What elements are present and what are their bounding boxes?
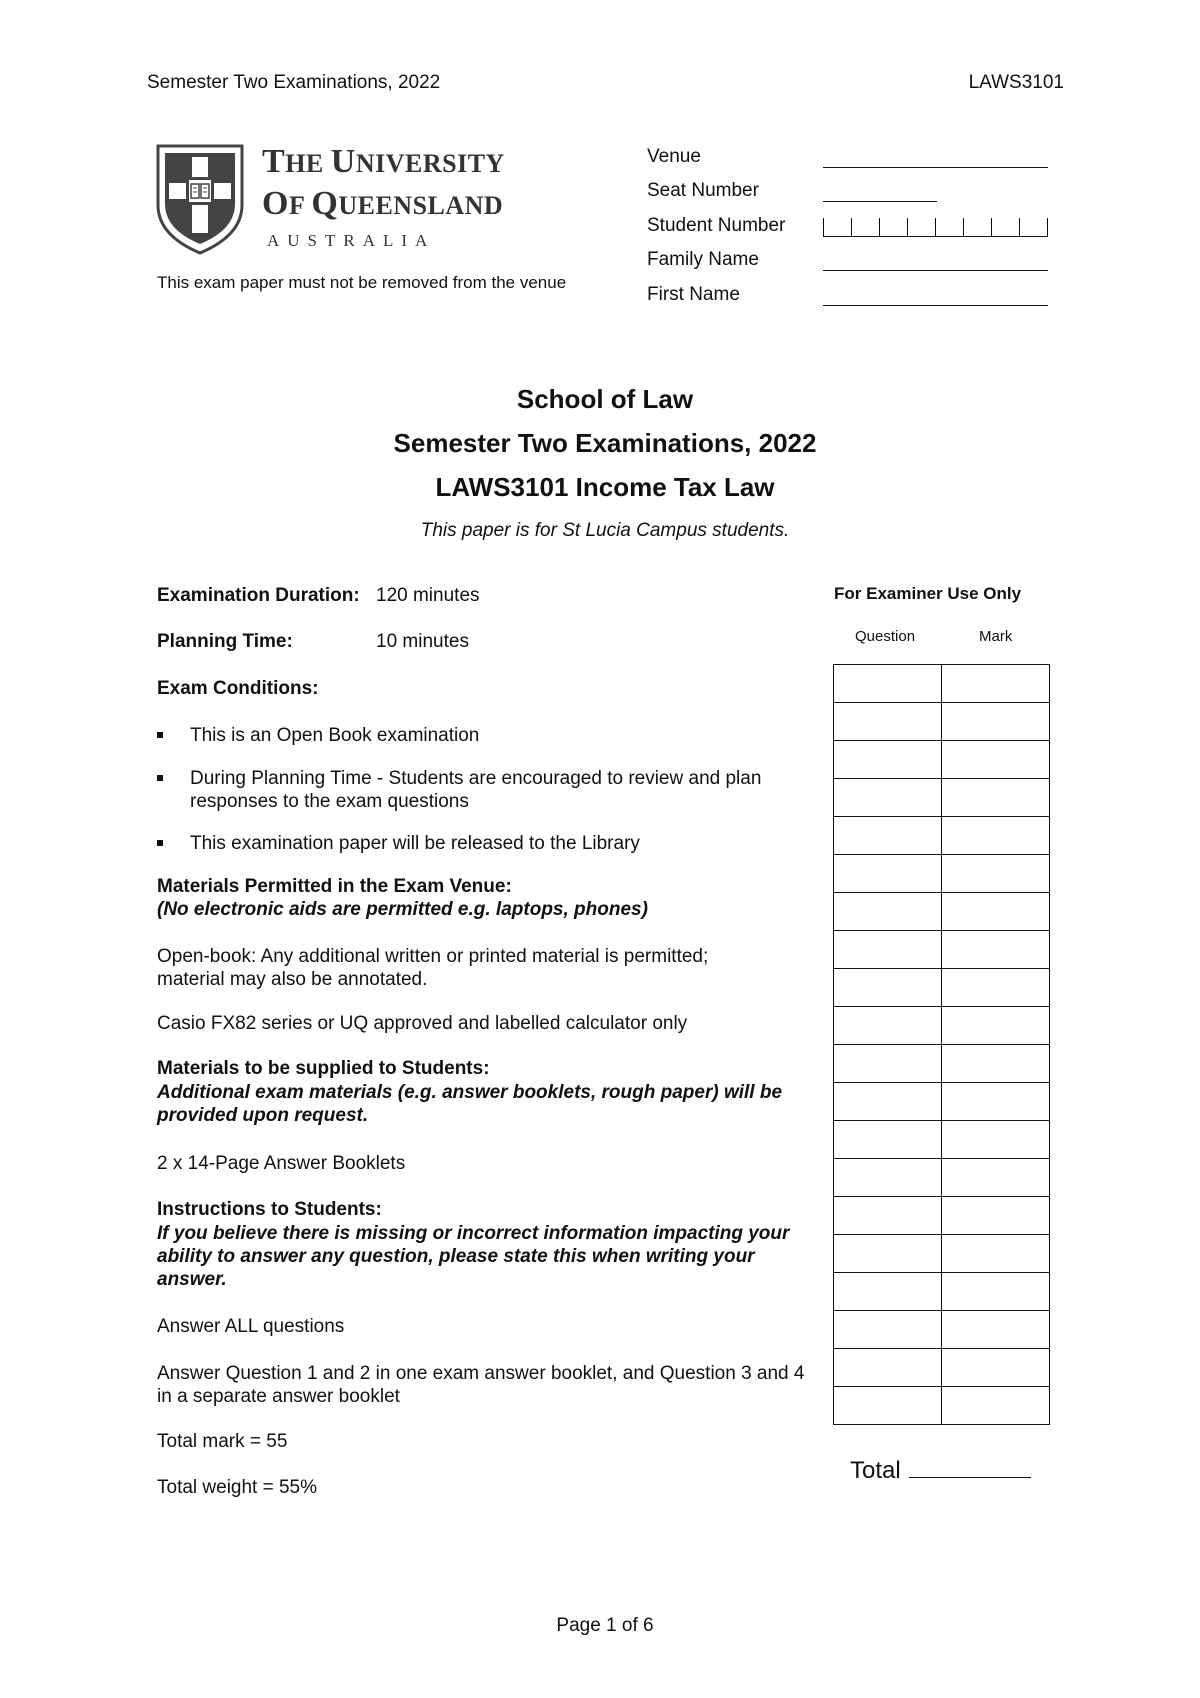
family-name-field[interactable] bbox=[823, 270, 1048, 271]
table-row bbox=[834, 855, 1050, 893]
campus-note: This paper is for St Lucia Campus students. bbox=[420, 520, 790, 541]
table-row bbox=[834, 1311, 1050, 1349]
question-cell[interactable] bbox=[834, 1387, 942, 1425]
first-name-label: First Name bbox=[647, 284, 740, 305]
question-cell[interactable] bbox=[834, 665, 942, 703]
question-cell[interactable] bbox=[834, 1007, 942, 1045]
page-number: Page 1 of 6 bbox=[556, 1615, 654, 1636]
table-row bbox=[834, 1083, 1050, 1121]
total-label: Total bbox=[850, 1457, 901, 1484]
question-cell[interactable] bbox=[834, 1235, 942, 1273]
table-row bbox=[834, 1121, 1050, 1159]
table-row bbox=[834, 1349, 1050, 1387]
mark-cell[interactable] bbox=[942, 969, 1050, 1007]
mark-cell[interactable] bbox=[942, 1387, 1050, 1425]
table-row bbox=[834, 1007, 1050, 1045]
table-row bbox=[834, 931, 1050, 969]
family-name-label: Family Name bbox=[647, 249, 759, 270]
table-row bbox=[834, 1273, 1050, 1311]
school-title: School of Law bbox=[516, 384, 694, 414]
uq-crest-icon bbox=[155, 143, 245, 255]
table-row bbox=[834, 779, 1050, 817]
bullet-icon bbox=[157, 732, 163, 738]
question-cell[interactable] bbox=[834, 969, 942, 1007]
answer-booklets-text: Answer Question 1 and 2 in one exam answer booklet, and Question 3 and 4 in a separate answer booklet bbox=[157, 1363, 805, 1407]
question-cell[interactable] bbox=[834, 1083, 942, 1121]
mark-cell[interactable] bbox=[942, 931, 1050, 969]
examiner-marks-table bbox=[833, 664, 1050, 1425]
running-header-left: Semester Two Examinations, 2022 bbox=[147, 72, 441, 93]
mark-column-header: Mark bbox=[979, 628, 1013, 645]
course-title: LAWS3101 Income Tax Law bbox=[435, 472, 775, 502]
table-row bbox=[834, 703, 1050, 741]
question-cell[interactable] bbox=[834, 741, 942, 779]
mark-cell[interactable] bbox=[942, 855, 1050, 893]
materials-supplied-note: Additional exam materials (e.g. answer booklets, rough paper) will be provided upon request. bbox=[157, 1082, 783, 1126]
seat-number-label: Seat Number bbox=[647, 180, 759, 201]
question-cell[interactable] bbox=[834, 1311, 942, 1349]
duration-label: Examination Duration: bbox=[157, 585, 360, 606]
table-row bbox=[834, 1045, 1050, 1083]
mark-cell[interactable] bbox=[942, 1159, 1050, 1197]
bullet-icon bbox=[157, 775, 163, 781]
materials-supplied-heading: Materials to be supplied to Students: bbox=[157, 1058, 490, 1079]
question-cell[interactable] bbox=[834, 1349, 942, 1387]
mark-cell[interactable] bbox=[942, 1197, 1050, 1235]
mark-cell[interactable] bbox=[942, 1311, 1050, 1349]
examiner-use-title: For Examiner Use Only bbox=[834, 584, 1022, 603]
table-row bbox=[834, 1387, 1050, 1425]
student-number-field[interactable] bbox=[823, 218, 1048, 238]
running-header-right: LAWS3101 bbox=[968, 72, 1064, 93]
student-number-label: Student Number bbox=[647, 215, 786, 236]
table-row bbox=[834, 665, 1050, 703]
bullet-icon bbox=[157, 840, 163, 846]
answer-all-text: Answer ALL questions bbox=[157, 1316, 345, 1337]
planning-label: Planning Time: bbox=[157, 631, 293, 652]
question-cell[interactable] bbox=[834, 893, 942, 931]
first-name-field[interactable] bbox=[823, 305, 1048, 306]
mark-cell[interactable] bbox=[942, 893, 1050, 931]
mark-cell[interactable] bbox=[942, 665, 1050, 703]
venue-label: Venue bbox=[647, 146, 701, 167]
materials-permitted-heading: Materials Permitted in the Exam Venue: bbox=[157, 876, 512, 897]
question-cell[interactable] bbox=[834, 1273, 942, 1311]
table-row bbox=[834, 969, 1050, 1007]
booklets-text: 2 x 14-Page Answer Booklets bbox=[157, 1153, 406, 1174]
logo-line-2: OF QUEENSLAND bbox=[262, 185, 504, 222]
mark-cell[interactable] bbox=[942, 741, 1050, 779]
calculator-text: Casio FX82 series or UQ approved and labelled calculator only bbox=[157, 1013, 688, 1034]
question-cell[interactable] bbox=[834, 779, 942, 817]
table-row bbox=[834, 1159, 1050, 1197]
instructions-note: If you believe there is missing or incorrect information impacting your ability to answer any question, please state this when writing your answer. bbox=[157, 1223, 790, 1290]
mark-cell[interactable] bbox=[942, 1349, 1050, 1387]
question-cell[interactable] bbox=[834, 931, 942, 969]
removal-notice: This exam paper must not be removed from the venue bbox=[157, 273, 567, 292]
university-logo bbox=[155, 143, 575, 258]
logo-line-3: AUSTRALIA bbox=[267, 231, 436, 250]
table-row bbox=[834, 817, 1050, 855]
mark-cell[interactable] bbox=[942, 1273, 1050, 1311]
venue-field[interactable] bbox=[823, 167, 1048, 168]
question-cell[interactable] bbox=[834, 703, 942, 741]
mark-cell[interactable] bbox=[942, 1045, 1050, 1083]
table-row bbox=[834, 1235, 1050, 1273]
mark-cell[interactable] bbox=[942, 1235, 1050, 1273]
conditions-heading: Exam Conditions: bbox=[157, 678, 319, 699]
instructions-heading: Instructions to Students: bbox=[157, 1199, 382, 1220]
total-line[interactable] bbox=[909, 1477, 1031, 1478]
seat-number-field[interactable] bbox=[823, 201, 937, 202]
question-cell[interactable] bbox=[834, 817, 942, 855]
mark-cell[interactable] bbox=[942, 817, 1050, 855]
question-cell[interactable] bbox=[834, 1121, 942, 1159]
duration-value: 120 minutes bbox=[376, 585, 480, 606]
semester-title: Semester Two Examinations, 2022 bbox=[393, 428, 817, 458]
materials-permitted-note: (No electronic aids are permitted e.g. laptops, phones) bbox=[157, 899, 648, 920]
table-row bbox=[834, 893, 1050, 931]
table-row bbox=[834, 1197, 1050, 1235]
question-cell[interactable] bbox=[834, 855, 942, 893]
mark-cell[interactable] bbox=[942, 1083, 1050, 1121]
mark-cell[interactable] bbox=[942, 1007, 1050, 1045]
table-row bbox=[834, 741, 1050, 779]
mark-cell[interactable] bbox=[942, 779, 1050, 817]
question-cell[interactable] bbox=[834, 1045, 942, 1083]
total-weight-text: Total weight = 55% bbox=[157, 1477, 318, 1498]
logo-line-1: THE UNIVERSITY bbox=[262, 143, 505, 180]
mark-cell[interactable] bbox=[942, 703, 1050, 741]
question-cell[interactable] bbox=[834, 1197, 942, 1235]
open-book-text: Open-book: Any additional written or printed material is permitted; material may also be annotated. bbox=[157, 946, 709, 990]
question-cell[interactable] bbox=[834, 1159, 942, 1197]
mark-cell[interactable] bbox=[942, 1121, 1050, 1159]
total-field[interactable] bbox=[850, 1457, 1031, 1485]
question-column-header: Question bbox=[855, 628, 916, 645]
total-mark-text: Total mark = 55 bbox=[157, 1431, 288, 1452]
planning-value: 10 minutes bbox=[376, 631, 469, 652]
